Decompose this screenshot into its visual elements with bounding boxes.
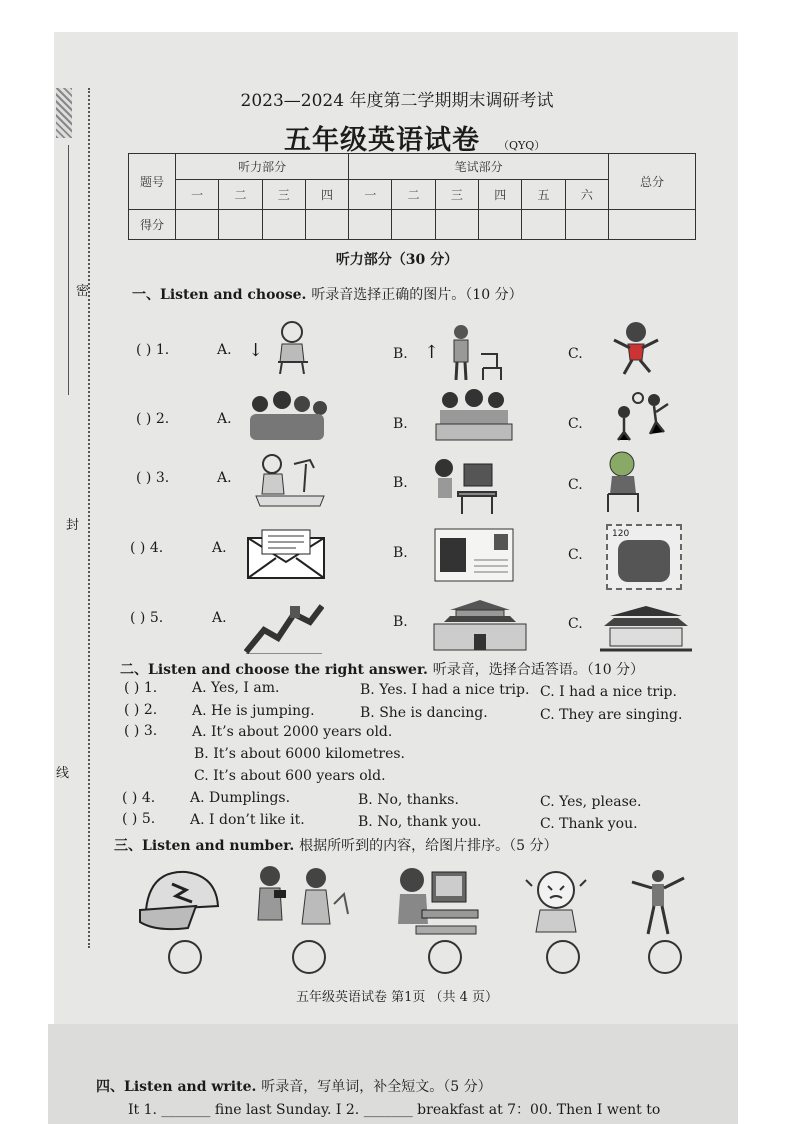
- p2-q1-option-b: B. Yes. I had a nice trip.: [360, 682, 530, 698]
- cap-image: [136, 866, 222, 936]
- listening-part-label: 听力部分: [176, 154, 349, 180]
- girl-at-computer-image: [430, 456, 500, 516]
- man-standing-chair-image: [445, 324, 503, 380]
- col-written-2: 二: [392, 180, 435, 210]
- p1-q2-option-a: A.: [217, 411, 232, 427]
- score-cell[interactable]: [176, 210, 219, 240]
- p2-q1-option-c: C. I had a nice trip.: [540, 684, 677, 700]
- answer-circle-4[interactable]: [546, 940, 580, 974]
- side-binding-box: [54, 145, 69, 395]
- score-cell[interactable]: [305, 210, 348, 240]
- up-arrow-icon: ↑: [424, 342, 440, 363]
- p2-q4-option-b: B. No, thanks.: [358, 792, 459, 808]
- stamp-image: [606, 524, 682, 590]
- part4-passage: It 1. _______ fine last Sunday. I 2. _______ breakfast at 7：00. Then I went to: [128, 1102, 661, 1118]
- p1-q3-option-c: C.: [568, 477, 583, 493]
- p1-q4-option-a: A.: [212, 540, 227, 556]
- p2-q2-option-b: B. She is dancing.: [360, 705, 488, 721]
- woman-at-computer-image: [392, 864, 484, 938]
- part2-title-en: 二、Listen and choose the right answer.: [120, 662, 428, 678]
- envelope-letter-image: [246, 526, 326, 580]
- score-table: [128, 153, 696, 240]
- col-written-4: 四: [479, 180, 522, 210]
- score-cell[interactable]: [349, 210, 392, 240]
- palace-hall-image: [600, 604, 692, 654]
- col-listening-4: 四: [305, 180, 348, 210]
- stamp-picture: [618, 540, 670, 582]
- p2-q3-option-c: C. It’s about 600 years old.: [194, 768, 386, 784]
- side-mark-mi: 密: [76, 284, 90, 299]
- p2-q1-number: ( ) 1.: [124, 680, 158, 696]
- listening-section-header: 听力部分（30 分）: [335, 252, 459, 268]
- row-label-question-no: 题号: [129, 154, 176, 210]
- part1-title: [132, 284, 523, 304]
- part3-title-en: 三、Listen and number.: [114, 838, 295, 854]
- p1-q4-option-c: C.: [568, 547, 583, 563]
- p1-q1-option-c: C.: [568, 346, 583, 362]
- part3-title: [114, 835, 557, 855]
- p1-q1-option-b: B.: [393, 346, 408, 362]
- p2-q5-number: ( ) 5.: [122, 811, 156, 827]
- col-written-6: 六: [565, 180, 608, 210]
- p2-q2-option-a: A. He is jumping.: [192, 703, 315, 719]
- part4-title-en: 四、Listen and write.: [96, 1079, 257, 1095]
- answer-circle-1[interactable]: [168, 940, 202, 974]
- answer-circle-3[interactable]: [428, 940, 462, 974]
- tiananmen-image: [430, 596, 530, 654]
- p1-q1-option-a: A.: [217, 342, 232, 358]
- girl-sitting-chair-image: [598, 450, 660, 516]
- col-listening-2: 二: [219, 180, 262, 210]
- row-label-score: 得分: [129, 210, 176, 240]
- p2-q1-option-a: A. Yes, I am.: [192, 680, 280, 696]
- part2-title: [120, 659, 644, 679]
- p1-q4-number: ( ) 4.: [130, 540, 164, 556]
- exam-code: （QYQ）: [498, 139, 546, 152]
- part4-title: [96, 1076, 492, 1096]
- col-listening-1: 一: [176, 180, 219, 210]
- part1-title-en: 一、Listen and choose.: [132, 287, 307, 303]
- score-cell[interactable]: [262, 210, 305, 240]
- p1-q5-number: ( ) 5.: [130, 610, 164, 626]
- p1-q2-option-c: C.: [568, 416, 583, 432]
- p1-q2-option-b: B.: [393, 416, 408, 432]
- p1-q1-number: ( ) 1.: [136, 342, 170, 358]
- crying-baby-image: [522, 866, 594, 936]
- part1-title-cn: 听录音选择正确的图片。（10 分）: [311, 287, 523, 303]
- col-written-5: 五: [522, 180, 565, 210]
- score-cell[interactable]: [522, 210, 565, 240]
- part2-title-cn: 听录音，选择合适答语。（10 分）: [432, 662, 645, 678]
- binding-dotted-line: [88, 88, 90, 948]
- total-label: 总分: [609, 154, 696, 210]
- person-writing-at-desk-image: [254, 452, 328, 514]
- exam-title-line2: 五年级英语试卷: [284, 125, 480, 156]
- p1-q5-option-a: A.: [212, 610, 227, 626]
- score-cell[interactable]: [565, 210, 608, 240]
- p2-q3-option-a: A. It’s about 2000 years old.: [192, 724, 393, 740]
- exam-title-line1: 2023—2024 年度第二学期期末调研考试: [240, 91, 554, 111]
- col-listening-3: 三: [262, 180, 305, 210]
- old-man-sitting-image: [268, 318, 316, 374]
- family-group-image: [244, 388, 330, 442]
- p2-q5-option-b: B. No, thank you.: [358, 814, 482, 830]
- written-part-label: 笔试部分: [349, 154, 609, 180]
- p2-q5-option-c: C. Thank you.: [540, 816, 638, 832]
- col-written-3: 三: [435, 180, 478, 210]
- score-cell[interactable]: [219, 210, 262, 240]
- answer-circle-2[interactable]: [292, 940, 326, 974]
- side-mark-feng: 封: [66, 518, 80, 533]
- p2-q4-option-a: A. Dumplings.: [190, 790, 291, 806]
- p1-q3-option-a: A.: [217, 470, 232, 486]
- score-cell[interactable]: [392, 210, 435, 240]
- p2-q3-option-b: B. It’s about 6000 kilometres.: [194, 746, 406, 762]
- stamp-value: 120: [612, 529, 630, 539]
- child-jumping-image: [610, 320, 660, 376]
- p2-q2-option-c: C. They are singing.: [540, 707, 683, 723]
- p2-q5-option-a: A. I don’t like it.: [190, 812, 305, 828]
- score-cell-total[interactable]: [609, 210, 696, 240]
- score-cell[interactable]: [479, 210, 522, 240]
- p1-q2-number: ( ) 2.: [136, 411, 170, 427]
- part3-title-cn: 根据所听到的内容，给图片排序。（5 分）: [299, 838, 558, 854]
- family-at-table-image: [434, 388, 514, 442]
- tai-chi-man-image: [626, 868, 688, 936]
- p2-q4-option-c: C. Yes, please.: [540, 794, 642, 810]
- p2-q4-number: ( ) 4.: [122, 790, 156, 806]
- children-playing-ball-image: [610, 390, 674, 442]
- down-arrow-icon: ↓: [248, 340, 264, 361]
- p1-q4-option-b: B.: [393, 545, 408, 561]
- p1-q3-option-b: B.: [393, 475, 408, 491]
- page-footer: 五年级英语试卷 第1页 （共 4 页）: [295, 990, 499, 1005]
- p1-q3-number: ( ) 3.: [136, 470, 170, 486]
- p1-q5-option-b: B.: [393, 614, 408, 630]
- col-written-1: 一: [349, 180, 392, 210]
- two-girls-photo-image: [248, 864, 352, 938]
- part4-title-cn: 听录音，写单词，补全短文。（5 分）: [261, 1079, 492, 1095]
- score-cell[interactable]: [435, 210, 478, 240]
- great-wall-image: [244, 592, 324, 654]
- side-mark-xian: 线: [56, 766, 70, 781]
- postcard-image: [434, 528, 514, 582]
- p2-q2-number: ( ) 2.: [124, 702, 158, 718]
- answer-circle-5[interactable]: [648, 940, 682, 974]
- p1-q5-option-c: C.: [568, 616, 583, 632]
- p2-q3-number: ( ) 3.: [124, 723, 158, 739]
